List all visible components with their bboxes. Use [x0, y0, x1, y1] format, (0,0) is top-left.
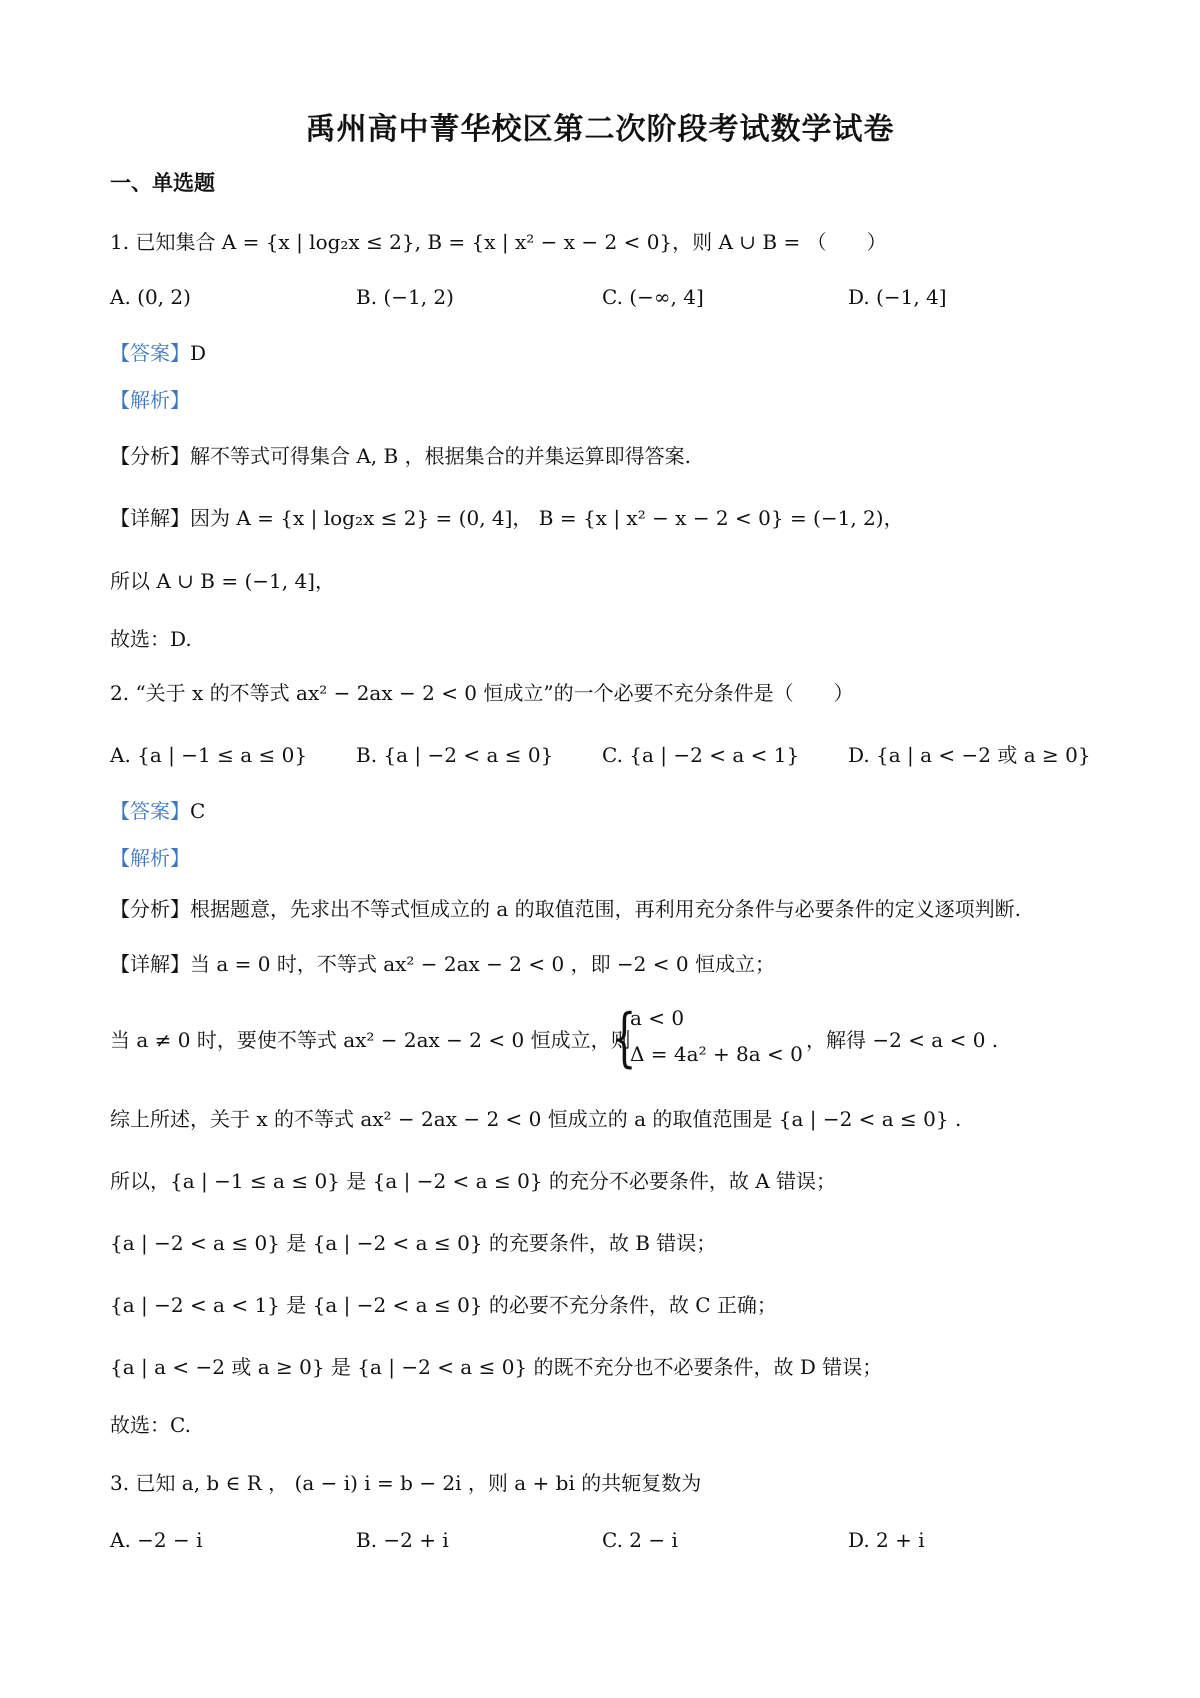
q1-fenxi: 【分析】解不等式可得集合 A, B ，根据集合的并集运算即得答案. [110, 444, 691, 468]
q1-xiangjie: 【详解】因为 A = {x | log₂x ≤ 2} = (0, 4]， B = {x | x² − x − 2 < 0} = (−1, 2)， [110, 506, 904, 530]
q1-option-c: C. (−∞, 4] [602, 285, 704, 309]
q3-stem: 3. 已知 a, b ∈ R ， (a − i) i = b − 2i ，则 a + bi 的共轭复数为 [110, 1471, 702, 1495]
q1-choose: 故选：D. [110, 627, 192, 651]
q2-option-b: B. {a | −2 < a ≤ 0} [356, 743, 554, 767]
answer-value: D [190, 341, 207, 365]
q3-option-c: C. 2 − i [602, 1528, 678, 1552]
q1-analysis-tag: 【解析】 [110, 388, 190, 412]
q1-stem: 1. 已知集合 A = {x | log₂x ≤ 2}, B = {x | x² − x − 2 < 0}，则 A ∪ B = （ ） [110, 230, 887, 254]
q1-option-d: D. (−1, 4] [848, 285, 947, 309]
q2-xiangjie: 【详解】当 a = 0 时，不等式 ax² − 2ax − 2 < 0 ，即 −2 < 0 恒成立； [110, 952, 775, 976]
left-brace-glyph: { [612, 1001, 637, 1075]
q2-answer-line [110, 795, 205, 827]
q3-option-b: B. −2 + i [356, 1528, 449, 1552]
system-row-2: Δ = 4a² + 8a < 0 [630, 1042, 803, 1066]
answer-tag: 【答案】 [110, 799, 190, 823]
q2-case2-post: ，解得 −2 < a < 0 . [806, 1028, 999, 1052]
q3-option-a: A. −2 − i [110, 1528, 203, 1552]
q2-fenxi: 【分析】根据题意，先求出不等式恒成立的 a 的取值范围，再利用充分条件与必要条件的定义逐项判断. [110, 897, 1021, 921]
q2-judge-b: {a | −2 < a ≤ 0} 是 {a | −2 < a ≤ 0} 的充要条件，故 B 错误； [110, 1231, 717, 1255]
system-row-1: a < 0 [630, 1006, 685, 1030]
page-title: 禹州高中菁华校区第二次阶段考试数学试卷 [305, 112, 895, 147]
q1-conclusion: 所以 A ∪ B = (−1, 4]， [110, 569, 335, 593]
q2-option-c: C. {a | −2 < a < 1} [602, 743, 800, 767]
section-heading: 一、单选题 [110, 171, 215, 195]
answer-tag: 【答案】 [110, 341, 190, 365]
q2-stem: 2. “关于 x 的不等式 ax² − 2ax − 2 < 0 恒成立”的一个必要不充分条件是（ ） [110, 681, 854, 705]
answer-value: C [190, 799, 206, 823]
q2-choose: 故选：C. [110, 1413, 191, 1437]
q2-option-a: A. {a | −1 ≤ a ≤ 0} [110, 743, 308, 767]
q2-summary: 综上所述，关于 x 的不等式 ax² − 2ax − 2 < 0 恒成立的 a 的取值范围是 {a | −2 < a ≤ 0} . [110, 1107, 962, 1131]
q2-case2-pre: 当 a ≠ 0 时，要使不等式 ax² − 2ax − 2 < 0 恒成立，则 [110, 1028, 631, 1052]
q1-option-a: A. (0, 2) [110, 285, 191, 309]
q2-judge-c: {a | −2 < a < 1} 是 {a | −2 < a ≤ 0} 的必要不充分条件，故 C 正确； [110, 1293, 777, 1317]
q2-inequality-system [612, 1001, 803, 1075]
q2-judge-a: 所以，{a | −1 ≤ a ≤ 0} 是 {a | −2 < a ≤ 0} 的充分不必要条件，故 A 错误； [110, 1169, 837, 1193]
q2-analysis-tag: 【解析】 [110, 846, 190, 870]
q3-option-d: D. 2 + i [848, 1528, 925, 1552]
q1-answer-line [110, 337, 206, 369]
q1-option-b: B. (−1, 2) [356, 285, 454, 309]
q2-option-d: D. {a | a < −2 或 a ≥ 0} [848, 743, 1091, 767]
q2-judge-d: {a | a < −2 或 a ≥ 0} 是 {a | −2 < a ≤ 0} 的既不充分也不必要条件，故 D 错误； [110, 1355, 883, 1379]
